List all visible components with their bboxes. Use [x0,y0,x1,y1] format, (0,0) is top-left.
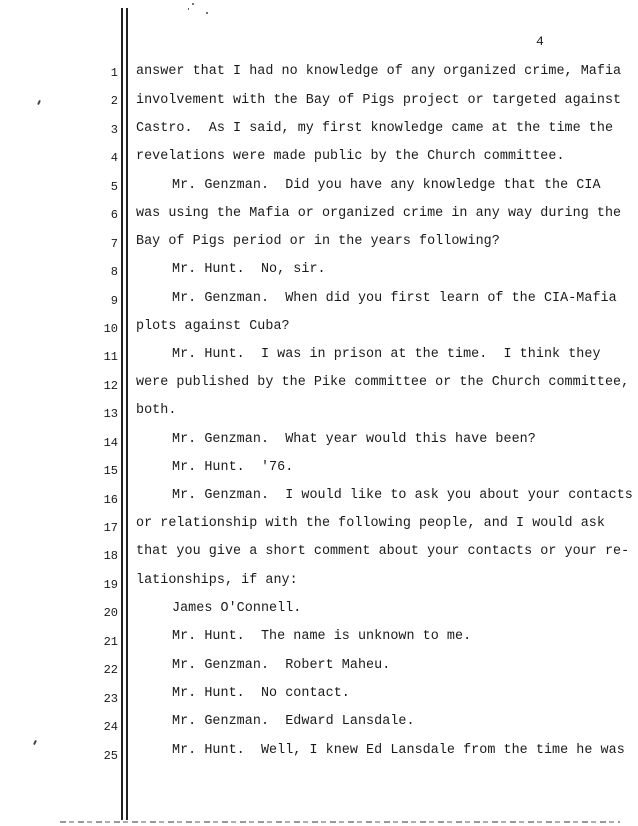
left-margin-rule-inner [126,8,128,820]
line-number: 5 [110,180,118,194]
line-number: 10 [103,322,118,336]
transcript-line: Mr. Genzman. Did you have any knowledge that the CIA [172,178,601,193]
line-number: 8 [110,265,118,279]
transcript-line: answer that I had no knowledge of any organized crime, Mafia [136,64,622,79]
transcript-line: Mr. Genzman. Edward Lansdale. [172,714,415,729]
transcript-line: Mr. Genzman. Robert Maheu. [172,658,391,673]
transcript-line: Mr. Hunt. I was in prison at the time. I think they [172,347,601,362]
transcript-line: lationships, if any: [136,573,298,588]
line-number: 24 [103,720,118,734]
scan-speck [192,3,194,5]
left-margin-rule [121,8,123,820]
transcript-line: Mr. Hunt. '76. [172,460,294,475]
line-number: 6 [110,208,118,222]
transcript-line: James O'Connell. [172,601,302,616]
line-number: 16 [103,493,118,507]
transcript-line: Mr. Genzman. What year would this have been? [172,432,536,447]
transcript-line: revelations were made public by the Church committee. [136,149,565,164]
transcript-line: or relationship with the following people, and I would ask [136,516,605,531]
line-number: 15 [103,464,118,478]
line-number: 2 [110,94,118,108]
transcript-line: were published by the Pike committee or the Church committee, [136,375,630,390]
line-number: 19 [103,578,118,592]
scan-speck [37,100,41,105]
line-number: 22 [103,663,118,677]
line-number: 12 [103,379,118,393]
transcript-line: Castro. As I said, my first knowledge came at the time the [136,121,614,136]
transcript-line: Mr. Hunt. Well, I knew Ed Lansdale from the time he was [172,743,625,758]
transcript-line: that you give a short comment about your contacts or your re- [136,544,630,559]
line-number: 9 [110,294,118,308]
transcript-line: Mr. Hunt. The name is unknown to me. [172,629,472,644]
line-number: 17 [103,521,118,535]
scan-speck [33,740,37,745]
line-number: 21 [103,635,118,649]
line-number: 13 [103,407,118,421]
scan-speck [206,12,208,14]
line-number: 14 [103,436,118,450]
line-number: 23 [103,692,118,706]
line-number: 11 [103,350,118,364]
line-number: 25 [103,749,118,763]
scan-speck [188,8,189,10]
transcript-line: Mr. Genzman. I would like to ask you about your contacts [172,488,633,503]
transcript-line: Bay of Pigs period or in the years following? [136,234,500,249]
transcript-line: Mr. Genzman. When did you first learn of the CIA-Mafia [172,291,617,306]
line-number: 4 [110,151,118,165]
line-number: 1 [110,66,118,80]
line-number: 3 [110,123,118,137]
line-number: 18 [103,549,118,563]
page-number: 4 [536,34,544,49]
transcript-line: both. [136,403,177,418]
line-number: 7 [110,237,118,251]
transcript-line: plots against Cuba? [136,319,290,334]
scan-bottom-edge [60,821,620,823]
transcript-line: involvement with the Bay of Pigs project or targeted against [136,93,622,108]
line-number: 20 [103,606,118,620]
transcript-line: Mr. Hunt. No contact. [172,686,350,701]
transcript-line: Mr. Hunt. No, sir. [172,262,326,277]
transcript-line: was using the Mafia or organized crime in any way during the [136,206,622,221]
